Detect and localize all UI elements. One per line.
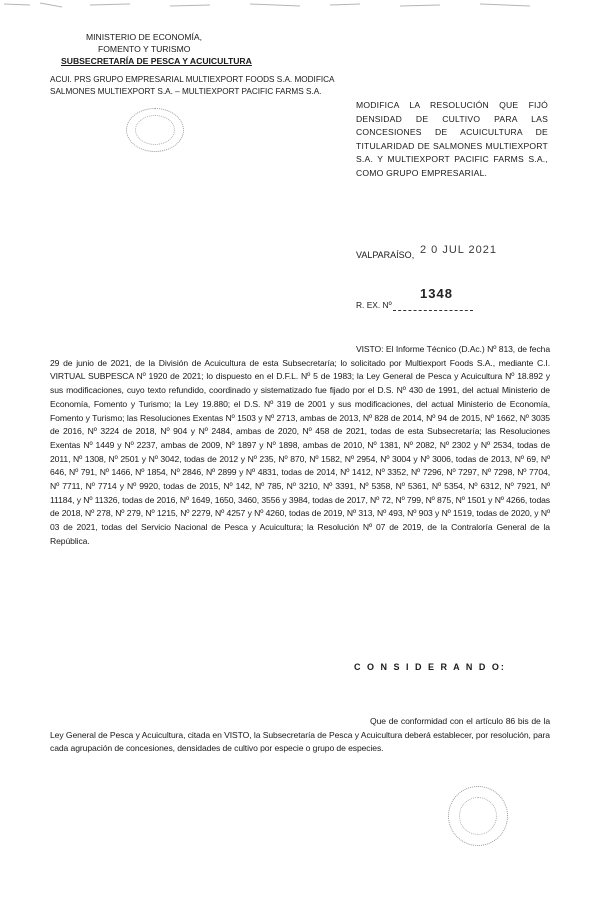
place-label: VALPARAÍSO,: [356, 250, 415, 260]
considerando-paragraph-1: Que de conformidad con el artículo 86 bis de la Ley General de Pesca y Acuicultura, citada en VISTO, la Subsecretaría de Pesca y Acuicultura deberá establecer, por resolución, para cada agrupación de concesiones, densidades de cultivo por especie o grupo de especies.: [50, 716, 550, 754]
reference-line-2: SALMONES MULTIEXPORT S.A. – MULTIEXPORT PACIFIC FARMS S.A.: [50, 86, 322, 96]
faint-seal-stamp: [126, 108, 184, 152]
resolution-title: MODIFICA LA RESOLUCIÓN QUE FIJÓ DENSIDAD DE CULTIVO PARA LAS CONCESIONES DE ACUICULTURA DE TITULARIDAD DE SALMONES MULTIEXPORT S.A. Y MULTIEXPORT PACIFIC FARMS S.A., COMO GRUPO EMPRESARIAL.: [356, 100, 548, 178]
rex-number-line: [393, 310, 473, 311]
scan-noise: [0, 0, 600, 12]
date-stamp: 2 0 JUL 2021: [420, 244, 498, 256]
round-seal-stamp: [448, 786, 508, 846]
considerando-heading: C O N S I D E R A N D O:: [354, 662, 506, 672]
reference-line-1: ACUI. PRS GRUPO EMPRESARIAL MULTIEXPORT FOODS S.A. MODIFICA: [50, 75, 335, 84]
reference-block: [50, 74, 350, 97]
ministry-line-2: FOMENTO Y TURISMO: [98, 44, 191, 54]
ministry-line-1: MINISTERIO DE ECONOMÍA,: [86, 32, 203, 42]
faint-seal-inner-ring: [135, 115, 175, 145]
rex-number: 1348: [420, 286, 453, 301]
rex-label: R. EX. Nº: [356, 300, 392, 310]
subsecretaria-heading: SUBSECRETARÍA DE PESCA Y ACUICULTURA: [61, 56, 252, 66]
round-seal-inner-ring: [459, 797, 497, 835]
visto-paragraph: VISTO: El Informe Técnico (D.Ac.) Nº 813, de fecha 29 de junio de 2021, de la División de Acuicultura de esta Subsecretaría; lo solicitado por Multiexport Foods S.A., mediante C.I. VIRTUAL SUBPESCA Nº 1920 de 2021; lo dispuesto en el D.F.L. Nº 5 de 1983; la Ley General de Pesca y Acuicultura Nº 18.892 y sus modificaciones, cuyo texto refundido, coordinado y sistematizado fue fijado por el D.S. Nº 430 de 1991, del actual Ministerio de Economía, Fomento y Turismo; la Ley 19.880; el D.S. Nº 319 de 2001 y sus modificaciones, del actual Ministerio de Economía, Fomento y Turismo; las Resoluciones Exentas Nº 1503 y Nº 2713, ambas de 2013, Nº 828 de 2014, Nº 94 de 2015, Nº 1662, Nº 3035 de 2016, Nº 3224 de 2018, Nº 904 y Nº 2484, ambas de 2020, Nº 458 de 2021, todas de esta Subsecretaría; las Resoluciones Exentas Nº 1449 y Nº 2237, ambas de 2009, Nº 1897 y Nº 1898, ambas de 2010, Nº 1381, Nº 2082, Nº 2302 y Nº 2534, todas de 2011, Nº 1308, Nº 2501 y Nº 3042, todas de 2012 y Nº 235, Nº 870, Nº 1582, Nº 2954, Nº 3004 y Nº 3006, todas de 2013, Nº 69, Nº 646, Nº 791, Nº 1466, Nº 1854, Nº 2846, Nº 2899 y Nº 4831, todas de 2014, Nº 1412, Nº 3352, Nº 7296, Nº 7297, Nº 7298, Nº 7704, Nº 7711, Nº 7714 y Nº 9920, todas de 2015, Nº 142, Nº 785, Nº 3210, Nº 3391, Nº 5358, Nº 5361, Nº 5354, Nº 6312, Nº 7921, Nº 11184, y Nº 11326, todas de 2016, Nº 1649, 1650, 3460, 3556 y 3984, todas de 2017, Nº 72, Nº 799, Nº 875, Nº 1501 y Nº 4266, todas de 2018, Nº 278, Nº 279, Nº 1215, Nº 2279, Nº 4257 y Nº 4260, todas de 2019, Nº 313, Nº 493, Nº 903 y Nº 1519, todas de 2020, y Nº 03 de 2021, todas del Servicio Nacional de Pesca y Acuicultura; la Resolución Nº 07 de 2019, de la Contraloría General de la República.: [50, 344, 550, 546]
scan-noise-marks: [0, 0, 600, 12]
